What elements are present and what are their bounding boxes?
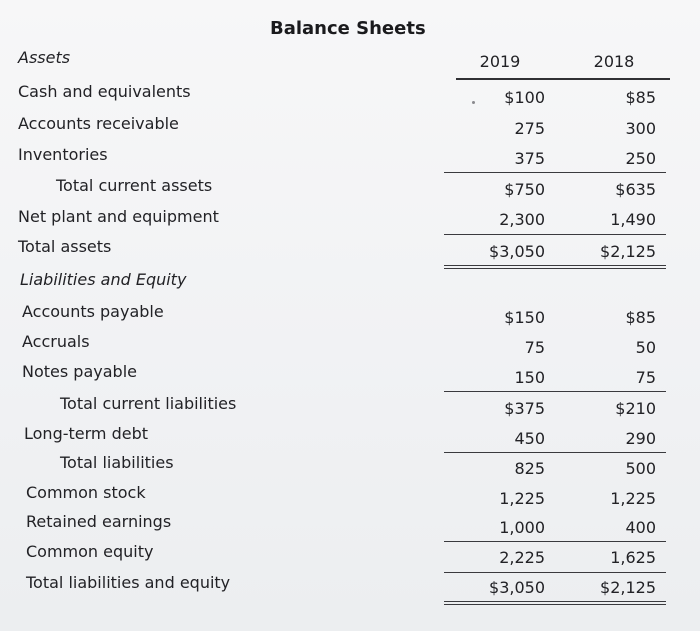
payables-2018: $85: [625, 308, 656, 327]
receivables-2018: 300: [625, 119, 656, 138]
double-total-rule: [444, 601, 666, 605]
row-label-total-assets: Total assets: [18, 237, 112, 256]
section-heading-assets: Assets: [18, 48, 71, 67]
cash-2018: $85: [625, 88, 656, 107]
page-title: Balance Sheets: [270, 18, 426, 39]
total-current-liabilities-2018: $210: [615, 399, 656, 418]
inventories-2018: 250: [625, 149, 656, 168]
row-label-retained-earnings: Retained earnings: [26, 512, 172, 531]
subtotal-rule: [444, 172, 666, 173]
common-stock-2019: 1,225: [499, 489, 545, 508]
row-label-accruals: Accruals: [22, 332, 90, 351]
row-label-total-liabilities-equity: Total liabilities and equity: [26, 573, 231, 592]
double-total-rule: [444, 265, 666, 269]
common-stock-2018: 1,225: [610, 489, 656, 508]
long-term-debt-2019: 450: [514, 429, 545, 448]
section-heading-liabilities-equity: Liabilities and Equity: [20, 270, 187, 289]
payables-2019: $150: [504, 308, 545, 327]
net-plant-2018: 1,490: [610, 210, 656, 229]
year-header-2019: 2019: [479, 52, 521, 71]
row-label-total-liabilities: Total liabilities: [60, 453, 174, 472]
total-assets-2018: $2,125: [600, 242, 656, 261]
accruals-2019: 75: [524, 338, 545, 357]
row-label-total-current-assets: Total current assets: [56, 176, 213, 195]
inventories-2019: 375: [514, 149, 545, 168]
subtotal-rule: [444, 452, 666, 453]
total-current-assets-2019: $750: [504, 180, 545, 199]
total-liabilities-equity-2019: $3,050: [489, 578, 545, 597]
row-label-net-plant: Net plant and equipment: [18, 207, 219, 226]
row-label-receivables: Accounts receivable: [18, 114, 179, 133]
long-term-debt-2018: 290: [625, 429, 656, 448]
net-plant-2019: 2,300: [499, 210, 545, 229]
total-current-liabilities-2019: $375: [504, 399, 545, 418]
subtotal-rule: [444, 541, 666, 542]
receivables-2019: 275: [514, 119, 545, 138]
total-liabilities-equity-2018: $2,125: [600, 578, 656, 597]
cash-2019: $100: [504, 88, 545, 107]
notes-payable-2019: 150: [514, 368, 545, 387]
total-assets-2019: $3,050: [489, 242, 545, 261]
subtotal-rule: [444, 572, 666, 573]
row-label-inventories: Inventories: [18, 145, 108, 164]
accruals-2018: 50: [635, 338, 656, 357]
subtotal-rule: [444, 391, 666, 392]
common-equity-2019: 2,225: [499, 548, 545, 567]
common-equity-2018: 1,625: [610, 548, 656, 567]
year-header-2018: 2018: [593, 52, 635, 71]
header-rule: [456, 78, 670, 80]
total-liabilities-2019: 825: [514, 459, 545, 478]
row-label-long-term-debt: Long-term debt: [24, 424, 149, 443]
total-liabilities-2018: 500: [625, 459, 656, 478]
notes-payable-2018: 75: [635, 368, 656, 387]
row-label-notes-payable: Notes payable: [22, 362, 137, 381]
total-current-assets-2018: $635: [615, 180, 656, 199]
subtotal-rule: [444, 234, 666, 235]
row-label-cash: Cash and equivalents: [18, 82, 191, 101]
row-label-common-stock: Common stock: [26, 483, 146, 502]
retained-earnings-2019: 1,000: [499, 518, 545, 537]
row-label-payables: Accounts payable: [22, 302, 164, 321]
row-label-common-equity: Common equity: [26, 542, 154, 561]
row-label-total-current-liabilities: Total current liabilities: [60, 394, 237, 413]
retained-earnings-2018: 400: [625, 518, 656, 537]
